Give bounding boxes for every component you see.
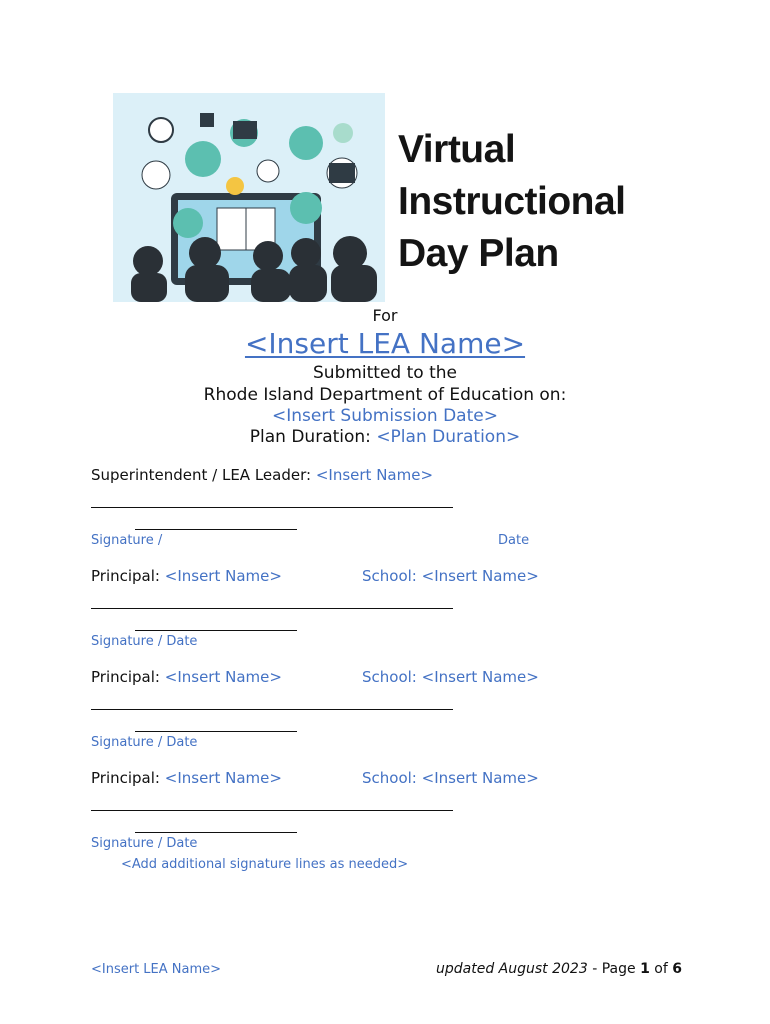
date-line [135, 832, 297, 833]
hero-illustration [113, 93, 385, 302]
document-title [398, 124, 626, 280]
signature-line [91, 608, 453, 609]
school-name[interactable]: <Insert Name> [421, 668, 539, 686]
footer-lea-name: <Insert LEA Name> [91, 962, 222, 977]
signature-label: Signature / [91, 533, 163, 548]
title-line-1: Virtual [398, 128, 516, 171]
plan-duration [0, 427, 770, 447]
signature-line [91, 810, 453, 811]
footer-page-of: of [654, 961, 668, 977]
signature-date-label: Signature / Date [91, 634, 198, 649]
school-name[interactable]: <Insert Name> [421, 567, 539, 585]
date-line [135, 731, 297, 732]
principal-label: Principal: [91, 567, 160, 585]
footer-page-current: 1 [640, 961, 650, 977]
principal-label: Principal: [91, 668, 160, 686]
school-label: School: [362, 567, 417, 585]
plan-duration-label: Plan Duration: [249, 427, 371, 447]
superintendent-name[interactable]: <Insert Name> [315, 466, 434, 484]
principal-line-3 [91, 769, 282, 787]
signature-date-label: Signature / Date [91, 735, 198, 750]
title-line-3: Day Plan [398, 232, 559, 275]
signature-date-label: Signature / Date [91, 836, 198, 851]
school-line-2 [362, 668, 539, 686]
date-label: Date [498, 533, 530, 548]
footer-updated: updated August 2023 [436, 961, 588, 977]
school-line-1 [362, 567, 539, 585]
principal-line-2 [91, 668, 282, 686]
date-line [135, 529, 297, 530]
principal-name[interactable]: <Insert Name> [164, 769, 282, 787]
school-name[interactable]: <Insert Name> [421, 769, 539, 787]
footer-page-info [436, 961, 682, 977]
school-line-3 [362, 769, 539, 787]
superintendent-label: Superintendent / LEA Leader: [91, 466, 312, 484]
principal-name[interactable]: <Insert Name> [164, 567, 282, 585]
footer-page-total: 6 [672, 961, 682, 977]
submitted-line-1: Submitted to the [313, 363, 457, 383]
education-collage-icon [113, 93, 385, 302]
plan-duration-value[interactable]: <Plan Duration> [376, 427, 521, 447]
signature-line [91, 709, 453, 710]
school-label: School: [362, 668, 417, 686]
principal-label: Principal: [91, 769, 160, 787]
signature-line [91, 507, 453, 508]
submission-date[interactable]: <Insert Submission Date> [272, 406, 498, 426]
superintendent-line [91, 466, 433, 484]
for-label: For [372, 306, 398, 325]
footer-page-prefix: - Page [592, 961, 636, 977]
principal-name[interactable]: <Insert Name> [164, 668, 282, 686]
school-label: School: [362, 769, 417, 787]
principal-line-1 [91, 567, 282, 585]
additional-signatures-note[interactable]: <Add additional signature lines as needed> [121, 857, 409, 872]
date-line [135, 630, 297, 631]
lea-name-heading[interactable]: <Insert LEA Name> [244, 327, 526, 360]
title-line-2: Instructional [398, 180, 626, 223]
submitted-line-2: Rhode Island Department of Education on: [203, 385, 567, 405]
